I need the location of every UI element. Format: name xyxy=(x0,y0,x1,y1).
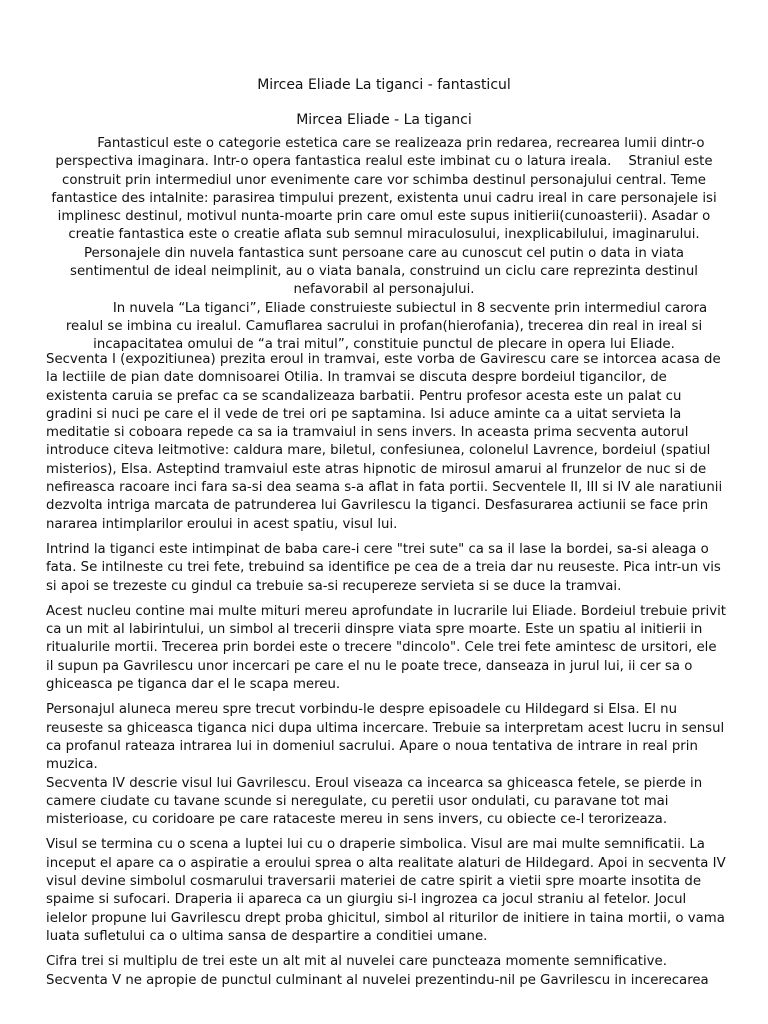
body-paragraph: Visul se termina cu o scena a luptei lui cu o draperie simbolica. Visul are mai multe semnificatii. La inceput el apare ca o aspiratie a eroului sprea o alta realitate alaturi de Hildegard. Apoi in secventa IV visul devine simbolul cosmarului traversarii materiei de catre spirit a vietii spre moarte insotita de spaime si sufocari. Draperia ii apareca ca un giurgiu si-l ingrozea ca jocul straniu al fetelor. Jocul ielelor propune lui Gavrilescu drept proba ghicitul, simbol al riturilor de initiere in taina mortii, o vama luata sufletului ca o ultima sansa de despartire a conditiei umane. xyxy=(46,837,726,944)
document-subtitle: Mircea Eliade - La tiganci xyxy=(296,112,472,128)
body-paragraph: Personajul aluneca mereu spre trecut vorbindu-le despre episoadele cu Hildegard si Elsa. El nu reuseste sa ghiceasca tiganca nici dupa ultima incercare. Trebuie sa interpretam acest lucru in sensul ca profanul rateaza intrarea lui in domeniul sacrului. Apare o noua tentativa de intrare in real prin muzica. xyxy=(46,702,725,773)
body-paragraph: Acest nucleu contine mai multe mituri mereu aprofundate in lucrarile lui Eliade. Bordeiul trebuie privit ca un mit al labirintului, un simbol al trecerii dinspre viata spre moarte. Este un spatiu al initierii in ritualurile mortii. Trecerea prin bordei este o trecere "dincolo". Cele trei fete amintesc de ursitori, ele il supun pa Gavrilescu unor incercari pe care el nu le poate trece, danseaza in jurul lui, ii cer sa o ghiceasca pe tiganca dar el le scapa mereu. xyxy=(46,603,726,693)
document-title: Mircea Eliade La tiganci - fantasticul xyxy=(257,77,511,93)
body-paragraph: Secventa I (expozitiunea) prezita eroul in tramvai, este vorba de Gavirescu care se intorcea acasa de la lectiile de pian date domnisoarei Otilia. In tramvai se discuta despre bordeiul tigancilor, de existenta caruia se prefac ca se scandalizeaza barbatii. Pentru profesor acesta este un palat cu gradini si nuci pe care el il vede de trei ori pe saptamina. Isi aduce aminte ca a uitat servieta la meditatie si coboara repede ca sa ia tramvaiul in sens invers. In aceasta prima secventa autorul introduce citeva leitmotive: caldura mare, biletul, confesiunea, colonelul Lavrence, bordeiul (spatiul misterios), Elsa. Asteptind tramvaiul este atras hipnotic de mirosul amarui al frunzelor de nuc si de nefireasca racoare inci fara sa-si dea seama s-a aflat in fata portii. Secventele II, III si IV ale naratiunii dezvolta intriga marcata de patrunderea lui Gavrilescu la tiganci. Desfasurarea actiunii se face prin nararea intimplarilor eroului in acest spatiu, visul lui. xyxy=(46,352,723,532)
body-paragraph: Secventa IV descrie visul lui Gavrilescu. Eroul viseaza ca incearca sa ghiceasca fetele, se pierde in camere ciudate cu tavane scunde si neregulate, cu peretii usor ondulati, cu paravane tot mai misterioase, cu coridoare pe care rataceste mereu in sens invers, cu obiecte ce-l terorizeaza. xyxy=(46,775,703,828)
body-paragraph: Cifra trei si multiplu de trei este un alt mit al nuvelei care puncteaza momente semnificative. Secventa V ne apropie de punctul culminant al nuvelei prezentindu-nil pe Gavrilescu in incerecarea xyxy=(46,954,709,988)
body-paragraph: Intrind la tiganci este intimpinat de baba care-i cere "trei sute" ca sa il lase la bordei, sa-si aleaga o fata. Se intilneste cu trei fete, trebuind sa identifice pe cea de a treia dar nu reuseste. Pica intr-un vis si apoi se trezeste cu gindul ca trebuie sa-si recupereze servieta si se duce la tramvai. xyxy=(46,541,721,594)
body-section xyxy=(46,351,726,997)
intro-paragraph: Personajele din nuvela fantastica sunt persoane care au cunoscut cel putin o data in viata sentimentul de ideal neimplinit, au o viata banala, construind un ciclu care reprezinta destinul nefavorabil al personajului. xyxy=(70,245,698,298)
intro-section xyxy=(44,135,724,355)
intro-paragraph: Fantasticul este o categorie estetica care se realizeaza prin redarea, recrearea lumii dintr-o perspectiva imaginara. Intr-o opera fantastica realul este imbinat cu o latura ireala. Straniul este construit prin intermediul unor evenimente care vor schimba destinul personajului central. Teme fantastice des intalnite: parasirea timpului prezent, existenta unui cadru ireal in care personajele isi implinesc destinul, motivul nunta-moarte prin care omul este supus initierii(cunoasterii). Asadar o creatie fantastica este o creatie aflata sub semnul miraculosului, inexplicabilului, imaginarului. xyxy=(51,136,721,243)
intro-paragraph: In nuvela “La tiganci”, Eliade construieste subiectul in 8 secvente prin intermediul carora realul se imbina cu irealul. Camuflarea sacrului in profan(hierofania), trecerea din real in ireal si incapacitatea omului de “a trai mitul”, constituie punctul de plecare in opera lui Eliade. xyxy=(65,300,708,353)
